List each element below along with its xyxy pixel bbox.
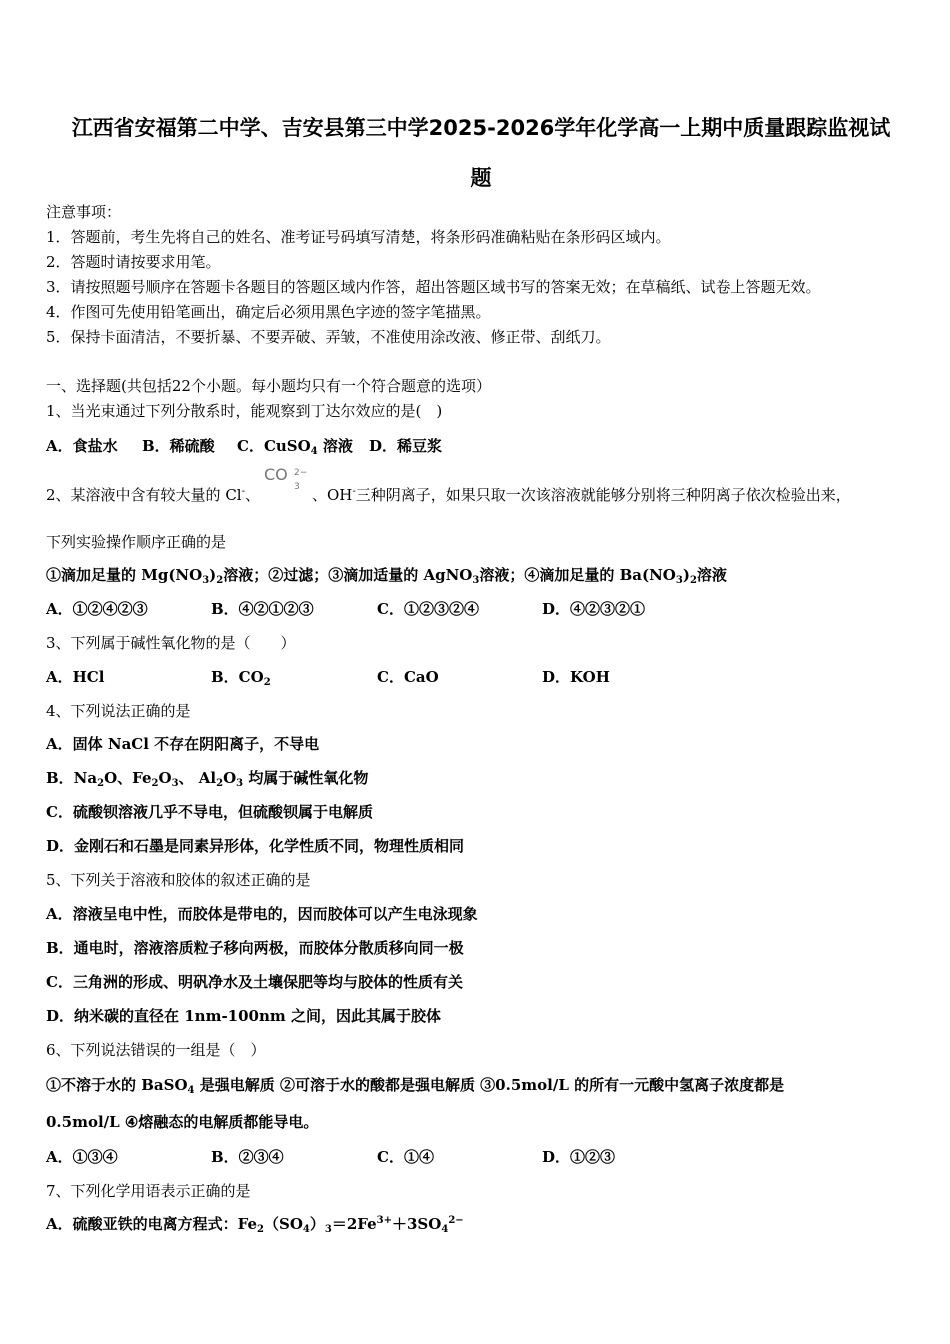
question-2-stem-line-2: 下列实验操作顺序正确的是: [46, 533, 227, 551]
q5-option-c: C．三角洲的形成、明矾净水及土壤保肥等均与胶体的性质有关: [46, 973, 463, 991]
q4-b-1: B．Na: [46, 769, 98, 787]
q2-steps-a: ①滴加足量的 Mg(NO: [46, 566, 203, 584]
q2-option-b: B．④②①②③: [211, 600, 314, 618]
q4-option-b: [46, 769, 368, 787]
page-title-line-1: 江西省安福第二中学、吉安县第三中学2025-2026学年化学高一上期中质量跟踪监视试: [71, 116, 891, 140]
question-3-stem: 3、下列属于碱性氧化物的是（ ）: [46, 634, 296, 652]
q7-option-a: [46, 1215, 464, 1233]
q7-a-s4: 4: [441, 1224, 449, 1235]
q2-steps-c: 溶液；②过滤；③滴加适量的 AgNO: [223, 566, 473, 584]
q4-b-6: 均属于碱性氧化物: [243, 769, 369, 787]
q7-a-pre: A．硫酸亚铁的电离方程式：Fe: [46, 1215, 258, 1233]
q2-option-d: D．④②③②①: [542, 600, 646, 618]
q6-statements-line-1: [46, 1076, 784, 1094]
q7-a-mid2: ）: [309, 1215, 325, 1233]
q5-option-b: B．通电时，溶液溶质粒子移向两极，而胶体分散质移向同一极: [46, 939, 464, 957]
q2-stem-pre: 2、某溶液中含有较大量的 Cl: [46, 486, 242, 504]
q7-a-mid3: ＝2Fe: [331, 1215, 377, 1233]
q2-stem-sep: 、: [244, 486, 260, 504]
carbonate-sub: 3: [294, 482, 300, 492]
q4-b-s4: 2: [216, 778, 224, 789]
notice-item-1: 1．答题前，考生先将自己的姓名、准考证号码填写清楚，将条形码准确粘贴在条形码区域内。: [46, 228, 671, 246]
q4-b-5: O: [223, 769, 237, 787]
q6-option-c: C．①④: [377, 1148, 434, 1166]
question-2-steps: [46, 566, 727, 584]
q1-option-b: B．稀硫酸: [142, 437, 215, 455]
q2-stem-mid: 、OH: [312, 486, 353, 504]
q3-option-c: C．CaO: [377, 668, 439, 686]
q4-b-4: 、 Al: [178, 769, 217, 787]
question-5-stem: 5、下列关于溶液和胶体的叙述正确的是: [46, 871, 311, 889]
q1-option-a: A．食盐水: [46, 437, 118, 455]
q3-option-d: D．KOH: [542, 668, 610, 686]
notice-item-5: 5．保持卡面清洁，不要折暴、不要弄破、弄皱，不准使用涂改液、修正带、刮纸刀。: [46, 328, 611, 346]
q7-a-s1: 2: [257, 1224, 264, 1235]
q1-option-c: [237, 437, 353, 455]
q4-option-a: A．固体 NaCl 不存在阴阳离子，不导电: [46, 735, 320, 753]
q3-option-b: [211, 668, 271, 686]
q2-stem-sup: -: [241, 486, 245, 497]
q2-steps-d: 溶液；④滴加足量的 Ba(NO: [479, 566, 676, 584]
q4-b-s3: 3: [171, 778, 179, 789]
q7-a-sup2: 2−: [448, 1215, 464, 1226]
q6-line1-post: 是强电解质 ②可溶于水的酸都是强电解质 ③0.5mol/L 的所有一元酸中氢离子浓度都是: [194, 1076, 785, 1094]
question-7-stem: 7、下列化学用语表示正确的是: [46, 1182, 251, 1200]
question-2-stem: [46, 465, 851, 504]
q4-b-s5: 3: [236, 778, 244, 789]
q6-statements-line-2: 0.5mol/L ④熔融态的电解质都能导电。: [46, 1113, 319, 1131]
carbonate-main: CO: [264, 465, 288, 484]
q2-steps-e: ): [682, 566, 690, 584]
q4-option-c: C．硫酸钡溶液几乎不导电，但硫酸钡属于电解质: [46, 803, 373, 821]
q6-option-a: A．①③④: [46, 1148, 118, 1166]
q7-a-s2: 4: [302, 1224, 310, 1235]
q7-a-s3: 3: [324, 1224, 332, 1235]
notice-item-4: 4．作图可先使用铅笔画出，确定后必须用黑色字迹的签字笔描黑。: [46, 303, 491, 321]
q2-stem-post: 三种阴离子，如果只取一次该溶液就能够分别将三种阴离子依次检验出来，: [355, 486, 851, 504]
q3-option-b-sub: 2: [263, 677, 271, 688]
section-heading: 一、选择题(共包括22个小题。每小题均只有一个符合题意的选项）: [46, 377, 491, 395]
q1-option-c-sub: 4: [310, 446, 318, 457]
page-title-line-2: 题: [470, 166, 492, 190]
carbonate-ion-formula: [264, 465, 308, 502]
q6-line1-sub: 4: [187, 1085, 195, 1096]
q2-option-c: C．①②③②④: [377, 600, 479, 618]
q2-stem-sup2: -: [352, 486, 356, 497]
q2-steps-c-sub: 3: [472, 575, 480, 586]
q4-b-s1: 2: [97, 778, 105, 789]
q2-steps-b: ): [209, 566, 217, 584]
q6-option-b: B．②③④: [211, 1148, 284, 1166]
q3-option-b-text: B．CO: [211, 668, 264, 686]
q5-option-a: A．溶液呈电中性，而胶体是带电的，因而胶体可以产生电泳现象: [46, 905, 478, 923]
q2-steps-a-sub: 3: [202, 575, 210, 586]
q1-option-c-text: C．CuSO: [237, 437, 311, 455]
q5-option-d: D．纳米碳的直径在 1nm-100nm 之间，因此其属于胶体: [46, 1007, 441, 1025]
notice-heading: 注意事项：: [46, 203, 122, 221]
q2-option-a: A．①②④②③: [46, 600, 148, 618]
q4-option-d: D．金刚石和石墨是同素异形体，化学性质不同，物理性质相同: [46, 837, 465, 855]
q6-option-d: D．①②③: [542, 1148, 616, 1166]
q2-steps-e-sub: 2: [689, 575, 697, 586]
q2-steps-f: 溶液: [696, 566, 727, 584]
q2-steps-d-sub: 3: [675, 575, 683, 586]
question-1-stem: 1、当光束通过下列分散系时，能观察到丁达尔效应的是( ): [46, 402, 443, 420]
question-6-stem: 6、下列说法错误的一组是（ ）: [46, 1041, 266, 1059]
q4-b-3: O: [158, 769, 172, 787]
q1-option-c-post: 溶液: [317, 437, 353, 455]
question-4-stem: 4、下列说法正确的是: [46, 702, 191, 720]
q2-steps-b-sub: 2: [216, 575, 224, 586]
carbonate-sup: 2−: [294, 468, 308, 478]
q7-a-mid: （SO: [263, 1215, 303, 1233]
q4-b-2: O、Fe: [104, 769, 152, 787]
q6-line1-pre: ①不溶于水的 BaSO: [46, 1076, 188, 1094]
q7-a-mid4: ＋3SO: [392, 1215, 442, 1233]
notice-item-3: 3．请按照题号顺序在答题卡各题目的答题区域内作答，超出答题区域书写的答案无效；在草稿纸、试卷上答题无效。: [46, 278, 821, 296]
q1-option-d: D．稀豆浆: [369, 437, 443, 455]
notice-item-2: 2．答题时请按要求用笔。: [46, 253, 221, 271]
q3-option-a: A．HCl: [46, 668, 105, 686]
q7-a-sup1: 3+: [376, 1215, 392, 1226]
q4-b-s2: 2: [151, 778, 159, 789]
